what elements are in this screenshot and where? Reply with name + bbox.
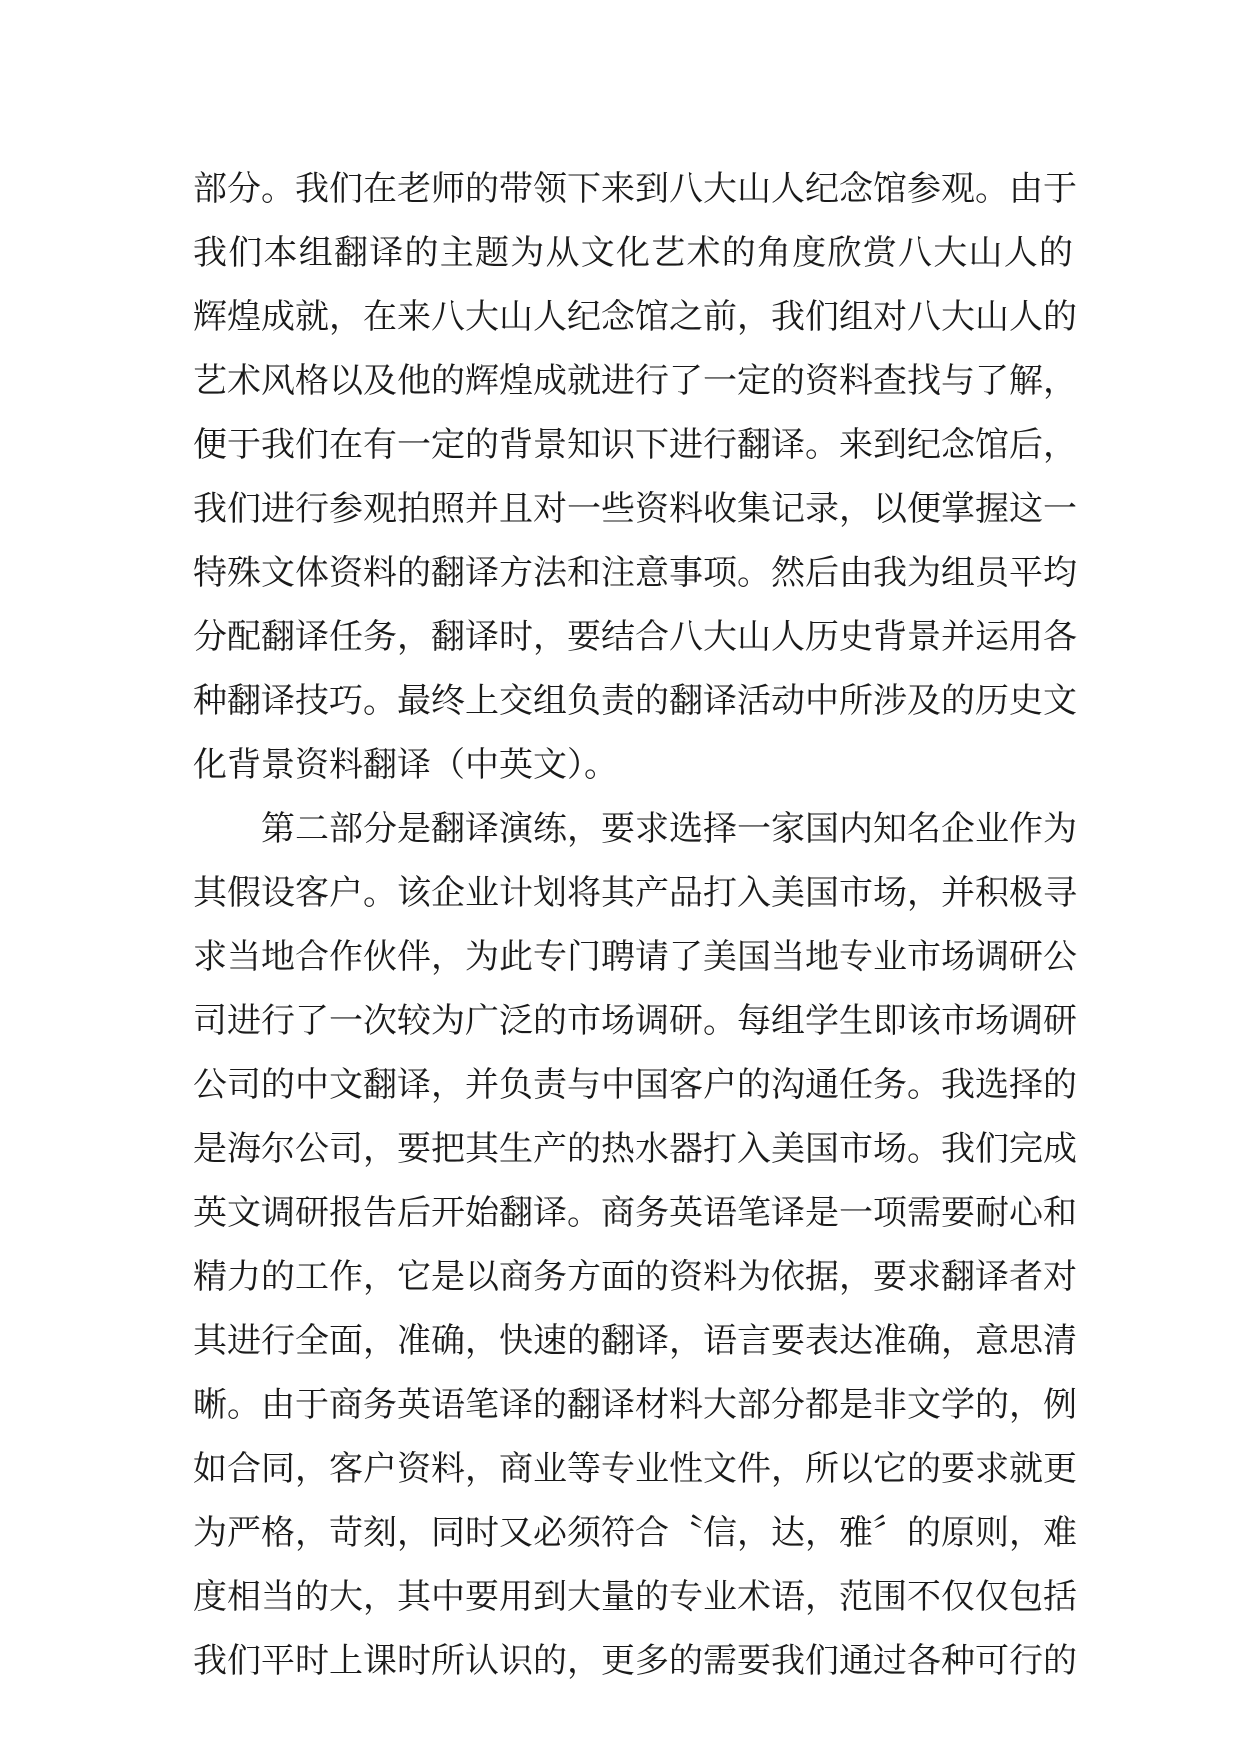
text-line: 分配翻译任务，翻译时，要结合八大山人历史背景并运用各 (193, 617, 1077, 657)
text-line: 求当地合作伙伴，为此专门聘请了美国当地专业市场调研公 (193, 937, 1077, 977)
text-line: 部分。我们在老师的带领下来到八大山人纪念馆参观。由于 (193, 169, 1077, 209)
text-line: 特殊文体资料的翻译方法和注意事项。然后由我为组员平均 (193, 553, 1077, 593)
body-text (193, 157, 1077, 1693)
text-line: 精力的工作，它是以商务方面的资料为依据，要求翻译者对 (193, 1257, 1077, 1297)
text-line: 如合同，客户资料，商业等专业性文件，所以它的要求就更 (193, 1449, 1077, 1489)
text-line: 其假设客户。该企业计划将其产品打入美国市场，并积极寻 (193, 873, 1077, 913)
text-line: 艺术风格以及他的辉煌成就进行了一定的资料查找与了解， (193, 361, 1077, 401)
text-line: 司进行了一次较为广泛的市场调研。每组学生即该市场调研 (193, 1001, 1077, 1041)
text-line: 便于我们在有一定的背景知识下进行翻译。来到纪念馆后， (193, 425, 1077, 465)
text-line: 度相当的大，其中要用到大量的专业术语，范围不仅仅包括 (193, 1577, 1077, 1617)
text-line: 化背景资料翻译（中英文）。 (193, 745, 618, 785)
text-line: 我们进行参观拍照并且对一些资料收集记录，以便掌握这一 (193, 489, 1077, 529)
text-line: 晰。由于商务英语笔译的翻译材料大部分都是非文学的，例 (193, 1385, 1077, 1425)
text-line: 是海尔公司，要把其生产的热水器打入美国市场。我们完成 (193, 1129, 1077, 1169)
text-line: 我们本组翻译的主题为从文化艺术的角度欣赏八大山人的 (193, 233, 1073, 273)
text-line: 辉煌成就，在来八大山人纪念馆之前，我们组对八大山人的 (193, 297, 1077, 337)
text-line: 第二部分是翻译演练，要求选择一家国内知名企业作为 (261, 809, 1077, 849)
text-line: 公司的中文翻译，并负责与中国客户的沟通任务。我选择的 (193, 1065, 1077, 1105)
text-line: 为严格，苛刻，同时又必须符合〝信，达，雅〞的原则，难 (193, 1513, 1077, 1553)
text-line: 其进行全面，准确，快速的翻译，语言要表达准确，意思清 (193, 1321, 1077, 1361)
paragraph-1 (193, 157, 1077, 797)
text-line: 种翻译技巧。最终上交组负责的翻译活动中所涉及的历史文 (193, 681, 1077, 721)
text-line: 英文调研报告后开始翻译。商务英语笔译是一项需要耐心和 (193, 1193, 1077, 1233)
text-line: 我们平时上课时所认识的，更多的需要我们通过各种可行的 (193, 1641, 1077, 1681)
paragraph-2 (193, 797, 1077, 1693)
